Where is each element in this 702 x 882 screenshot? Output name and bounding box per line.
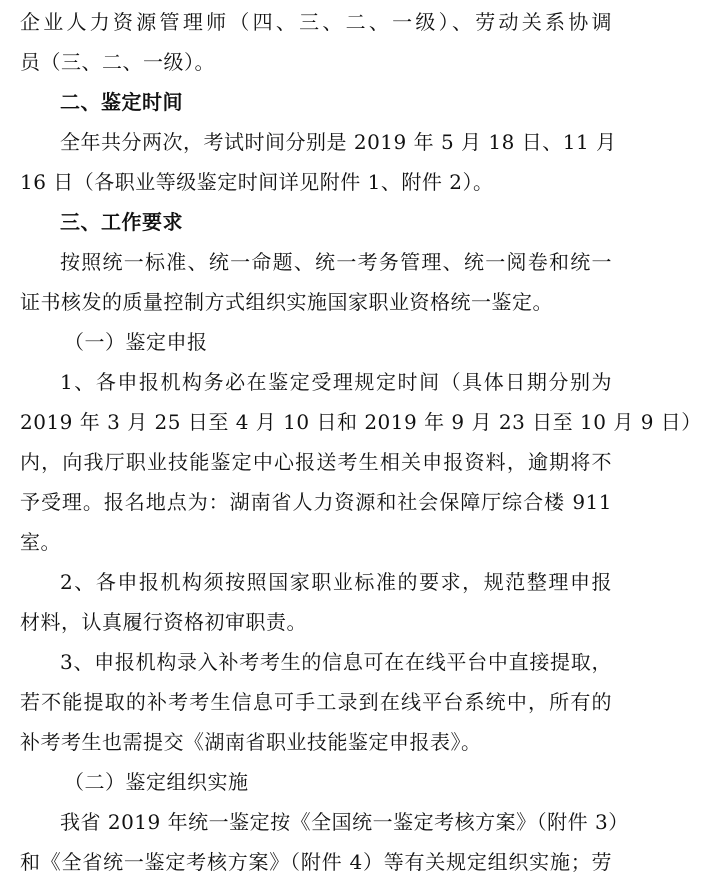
paragraph-line: 室。	[20, 530, 61, 554]
paragraph-line: 2019 年 3 月 25 日至 4 月 10 日和 2019 年 9 月 23 日至 10 月 9 日）	[20, 410, 702, 434]
paragraph-line: 材料，认真履行资格初审职责。	[20, 610, 307, 634]
paragraph-line: 我省 2019 年统一鉴定按《全国统一鉴定考核方案》（附件 3）	[60, 810, 629, 834]
paragraph-line: 予受理。报名地点为：湖南省人力资源和社会保障厅综合楼 911	[20, 490, 612, 514]
paragraph-line: 2、各申报机构须按照国家职业标准的要求，规范整理申报	[60, 570, 612, 594]
paragraph-line: 16 日（各职业等级鉴定时间详见附件 1、附件 2）。	[20, 170, 494, 194]
section-heading-requirements: 三、工作要求	[60, 210, 183, 234]
paragraph-line: 3、申报机构录入补考考生的信息可在在线平台中直接提取，	[60, 650, 612, 674]
subsection-heading-implementation: （二）鉴定组织实施	[64, 770, 249, 794]
paragraph-line: 按照统一标准、统一命题、统一考务管理、统一阅卷和统一	[60, 250, 612, 274]
paragraph-line: 若不能提取的补考考生信息可手工录到在线平台系统中，所有的	[20, 690, 612, 714]
paragraph-line: 证书核发的质量控制方式组织实施国家职业资格统一鉴定。	[20, 290, 553, 314]
paragraph-line: 全年共分两次，考试时间分别是 2019 年 5 月 18 日、11 月	[60, 130, 617, 154]
paragraph-line: 和《全省统一鉴定考核方案》（附件 4）等有关规定组织实施；劳	[20, 850, 612, 874]
paragraph-line: 1、各申报机构务必在鉴定受理规定时间（具体日期分别为	[60, 370, 612, 394]
subsection-heading-application: （一）鉴定申报	[64, 330, 208, 354]
paragraph-line: 员（三、二、一级）。	[20, 50, 215, 74]
paragraph-line: 内，向我厅职业技能鉴定中心报送考生相关申报资料，逾期将不	[20, 450, 612, 474]
paragraph-line: 补考考生也需提交《湖南省职业技能鉴定申报表》。	[20, 730, 482, 754]
paragraph-line: 企业人力资源管理师（四、三、二、一级）、劳动关系协调	[20, 10, 612, 34]
section-heading-time: 二、鉴定时间	[60, 90, 183, 114]
